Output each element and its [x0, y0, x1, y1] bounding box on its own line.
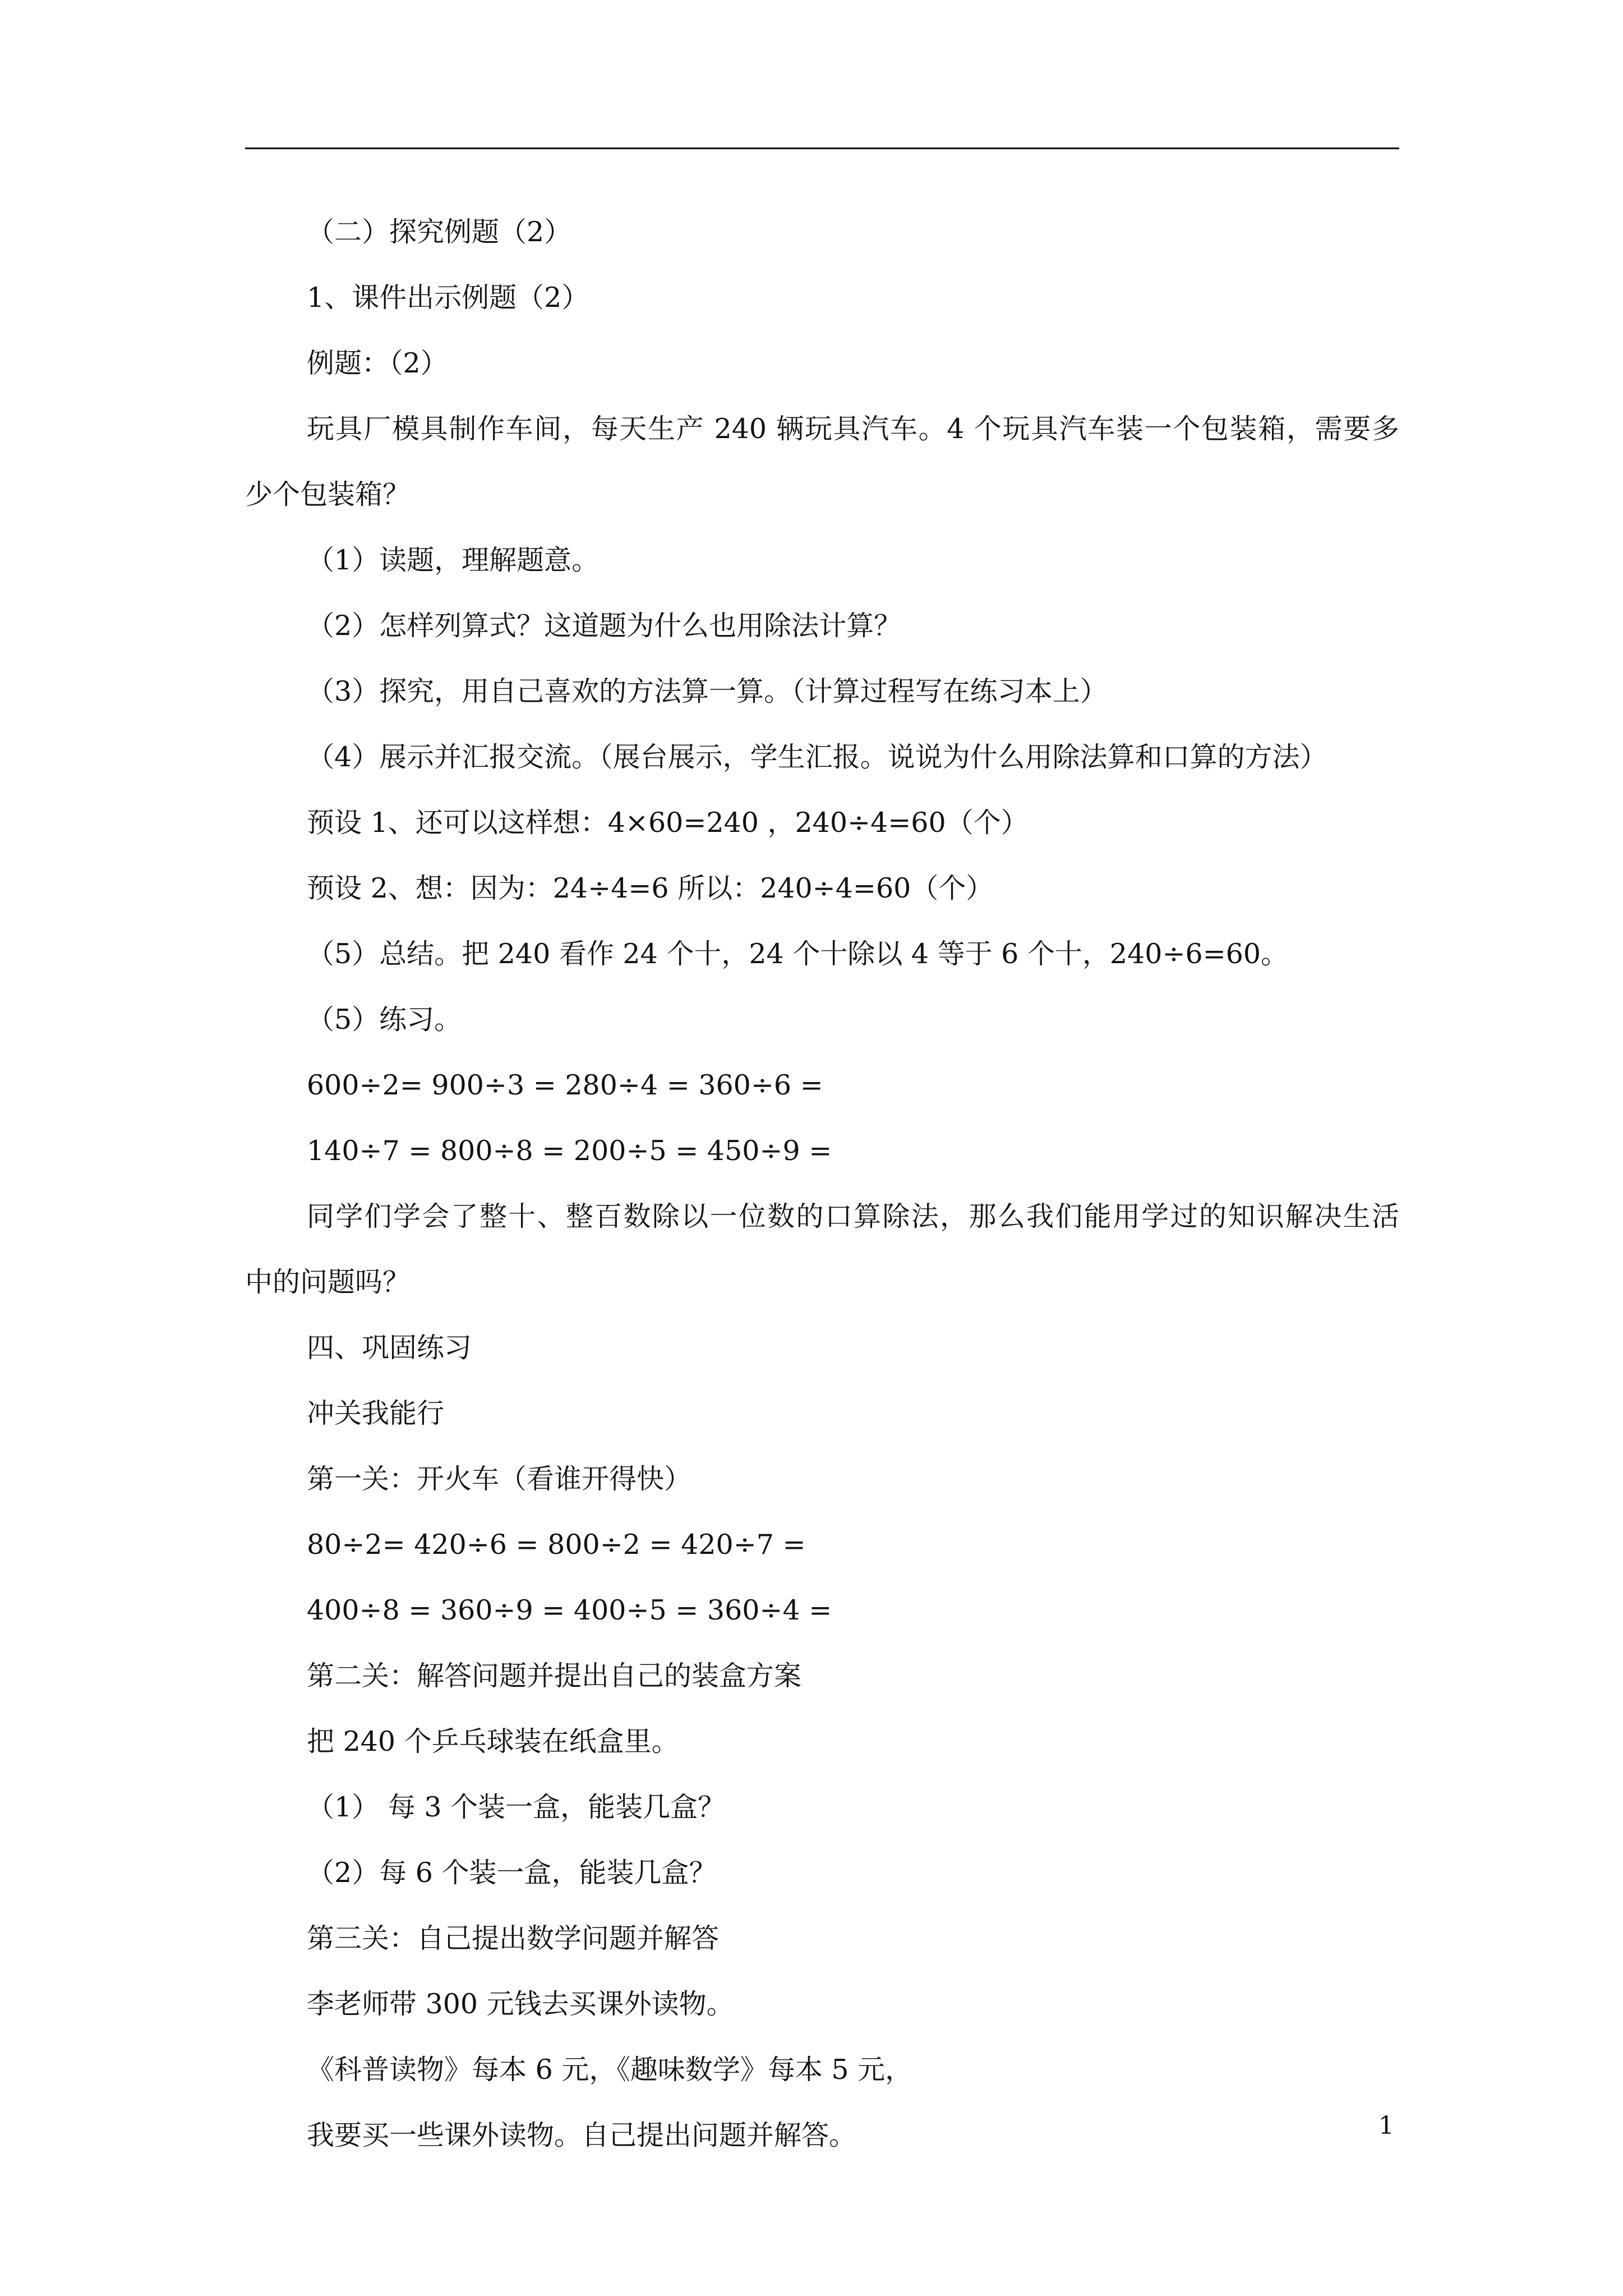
preset-1: 预设 1、还可以这样想：4×60=240 ，240÷4=60（个） — [307, 807, 1029, 839]
step-practice: （5）练习。 — [307, 1004, 462, 1036]
example-problem-line-2: 少个包装箱？ — [245, 478, 411, 510]
page-number: 1 — [1378, 2111, 1394, 2140]
step-summary: （5）总结。把 240 看作 24 个十，24 个十除以 4 等于 6 个十，240÷6=60。 — [307, 938, 1289, 970]
step-present-and-report: （4）展示并汇报交流。（展台展示，学生汇报。说说为什么用除法算和口算的方法） — [307, 741, 1327, 773]
level-1-title: 第一关：开火车（看谁开得快） — [307, 1463, 692, 1495]
step-read-problem: （1）读题，理解题意。 — [307, 544, 600, 576]
challenge-title: 冲关我能行 — [307, 1397, 445, 1429]
level-3-prices: 《科普读物》每本 6 元，《趣味数学》每本 5 元， — [307, 2054, 913, 2086]
level-3-title: 第三关：自己提出数学问题并解答 — [307, 1922, 720, 1954]
step-1-show-example: 1、课件出示例题（2） — [307, 282, 589, 314]
transition-paragraph-line-1: 同学们学会了整十、整百数除以一位数的口算除法，那么我们能用学过的知识解决生活 — [307, 1200, 1399, 1232]
step-explore-method: （3）探究，用自己喜欢的方法算一算。（计算过程写在练习本上） — [307, 675, 1108, 707]
example-label: 例题：（2） — [307, 347, 448, 379]
header-rule — [245, 148, 1399, 149]
level-1-row-1: 80÷2= 420÷6 = 800÷2 = 420÷7 = — [307, 1529, 806, 1561]
step-how-to-write-equation: （2）怎样列算式？这道题为什么也用除法计算？ — [307, 610, 902, 642]
level-1-row-2: 400÷8 = 360÷9 = 400÷5 = 360÷4 = — [307, 1594, 832, 1626]
practice-row-1: 600÷2= 900÷3 = 280÷4 = 360÷6 = — [307, 1069, 823, 1101]
document-body — [245, 199, 1399, 2168]
example-problem-line-1: 玩具厂模具制作车间，每天生产 240 辆玩具汽车。4 个玩具汽车装一个包装箱，需要多 — [307, 413, 1399, 445]
level-2-title: 第二关：解答问题并提出自己的装盒方案 — [307, 1660, 802, 1692]
level-3-task: 我要买一些课外读物。自己提出问题并解答。 — [307, 2119, 857, 2151]
practice-row-2: 140÷7 = 800÷8 = 200÷5 = 450÷9 = — [307, 1135, 832, 1167]
level-2-question-2: （2）每 6 个装一盒，能装几盒？ — [307, 1857, 717, 1889]
section-heading-consolidate: 四、巩固练习 — [307, 1332, 472, 1364]
level-2-problem: 把 240 个乒乓球装在纸盒里。 — [307, 1726, 679, 1757]
transition-paragraph-line-2: 中的问题吗？ — [245, 1266, 411, 1298]
level-3-problem: 李老师带 300 元钱去买课外读物。 — [307, 1988, 734, 2020]
preset-2: 预设 2、想：因为：24÷4=6 所以：240÷4=60（个） — [307, 872, 994, 904]
level-2-question-1: （1） 每 3 个装一盒，能装几盒？ — [307, 1791, 726, 1823]
section-heading-explore: （二）探究例题（2） — [307, 216, 572, 248]
